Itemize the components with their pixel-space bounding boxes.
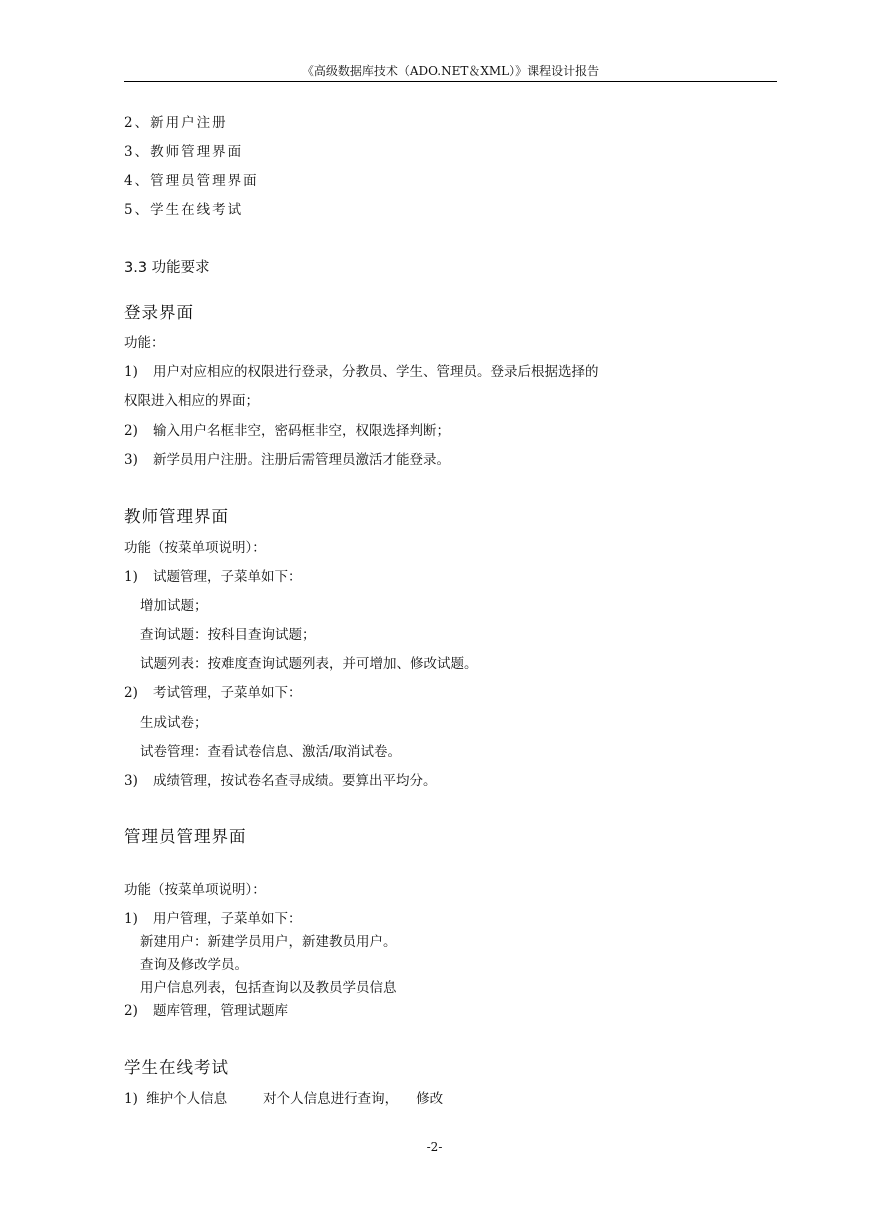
submenu-item: 增加试题； xyxy=(140,598,208,614)
list-item xyxy=(124,1090,443,1108)
item-number: 3) xyxy=(124,773,138,789)
submenu-item: 新建用户：新建学员用户，新建教员用户。 xyxy=(140,934,397,950)
submenu-item: 生成试卷； xyxy=(140,715,208,731)
item-number: 1) xyxy=(124,911,138,927)
item-text: 题库管理，管理试题库 xyxy=(153,1003,288,1019)
header-rule xyxy=(124,81,777,82)
toc-item: 3、教师管理界面 xyxy=(124,144,244,160)
list-item xyxy=(124,772,437,790)
list-item xyxy=(124,1002,288,1020)
list-item xyxy=(124,451,450,469)
submenu-item: 查询及修改学员。 xyxy=(140,957,248,973)
toc-item: 4、管理员管理界面 xyxy=(124,173,259,189)
item-action: 修改 xyxy=(416,1091,444,1107)
item-text: 用户对应相应的权限进行登录，分教员、学生、管理员。登录后根据选择的 xyxy=(153,364,599,380)
page-header: 《高级数据库技术（ADO.NET＆XML）》课程设计报告 xyxy=(301,64,600,78)
item-description: 对个人信息进行查询， xyxy=(263,1091,399,1107)
item-number: 2) xyxy=(124,423,138,439)
section-heading: 3.3 功能要求 xyxy=(124,260,210,276)
list-item xyxy=(124,684,302,702)
toc-item: 5、学生在线考试 xyxy=(124,202,244,218)
student-heading: 学生在线考试 xyxy=(124,1058,229,1077)
item-text: 考试管理，子菜单如下： xyxy=(153,685,302,701)
function-label: 功能（按菜单项说明）： xyxy=(124,882,266,898)
submenu-item: 试题列表：按难度查询试题列表，并可增加、修改试题。 xyxy=(140,656,478,672)
list-item xyxy=(124,363,599,381)
item-text: 成绩管理，按试卷名查寻成绩。要算出平均分。 xyxy=(153,773,437,789)
item-number: 2) xyxy=(124,685,138,701)
item-number: 1) xyxy=(124,1091,138,1107)
item-number: 1) xyxy=(124,364,138,380)
item-text: 用户管理，子菜单如下： xyxy=(153,911,302,927)
item-number: 3) xyxy=(124,452,138,468)
item-number: 2) xyxy=(124,1003,138,1019)
admin-heading: 管理员管理界面 xyxy=(124,827,247,846)
page-number: -2- xyxy=(426,1140,443,1154)
function-label: 功能（按菜单项说明）： xyxy=(124,540,266,556)
teacher-heading: 教师管理界面 xyxy=(124,507,229,526)
item-label: 维护个人信息 xyxy=(146,1091,228,1107)
submenu-item: 试卷管理：查看试卷信息、激活/取消试卷。 xyxy=(140,744,402,760)
submenu-item: 查询试题：按科目查询试题； xyxy=(140,627,316,643)
toc-item: 2、新用户注册 xyxy=(124,115,228,131)
item-continuation: 权限进入相应的界面； xyxy=(124,393,259,409)
submenu-item: 用户信息列表，包括查询以及教员学员信息 xyxy=(140,980,397,996)
function-label: 功能： xyxy=(124,335,165,351)
list-item xyxy=(124,568,302,586)
item-text: 新学员用户注册。注册后需管理员激活才能登录。 xyxy=(153,452,450,468)
list-item xyxy=(124,910,302,928)
item-text: 输入用户名框非空，密码框非空，权限选择判断； xyxy=(153,423,450,439)
item-number: 1) xyxy=(124,569,138,585)
item-text: 试题管理，子菜单如下： xyxy=(153,569,302,585)
list-item xyxy=(124,422,450,440)
login-heading: 登录界面 xyxy=(124,303,194,322)
